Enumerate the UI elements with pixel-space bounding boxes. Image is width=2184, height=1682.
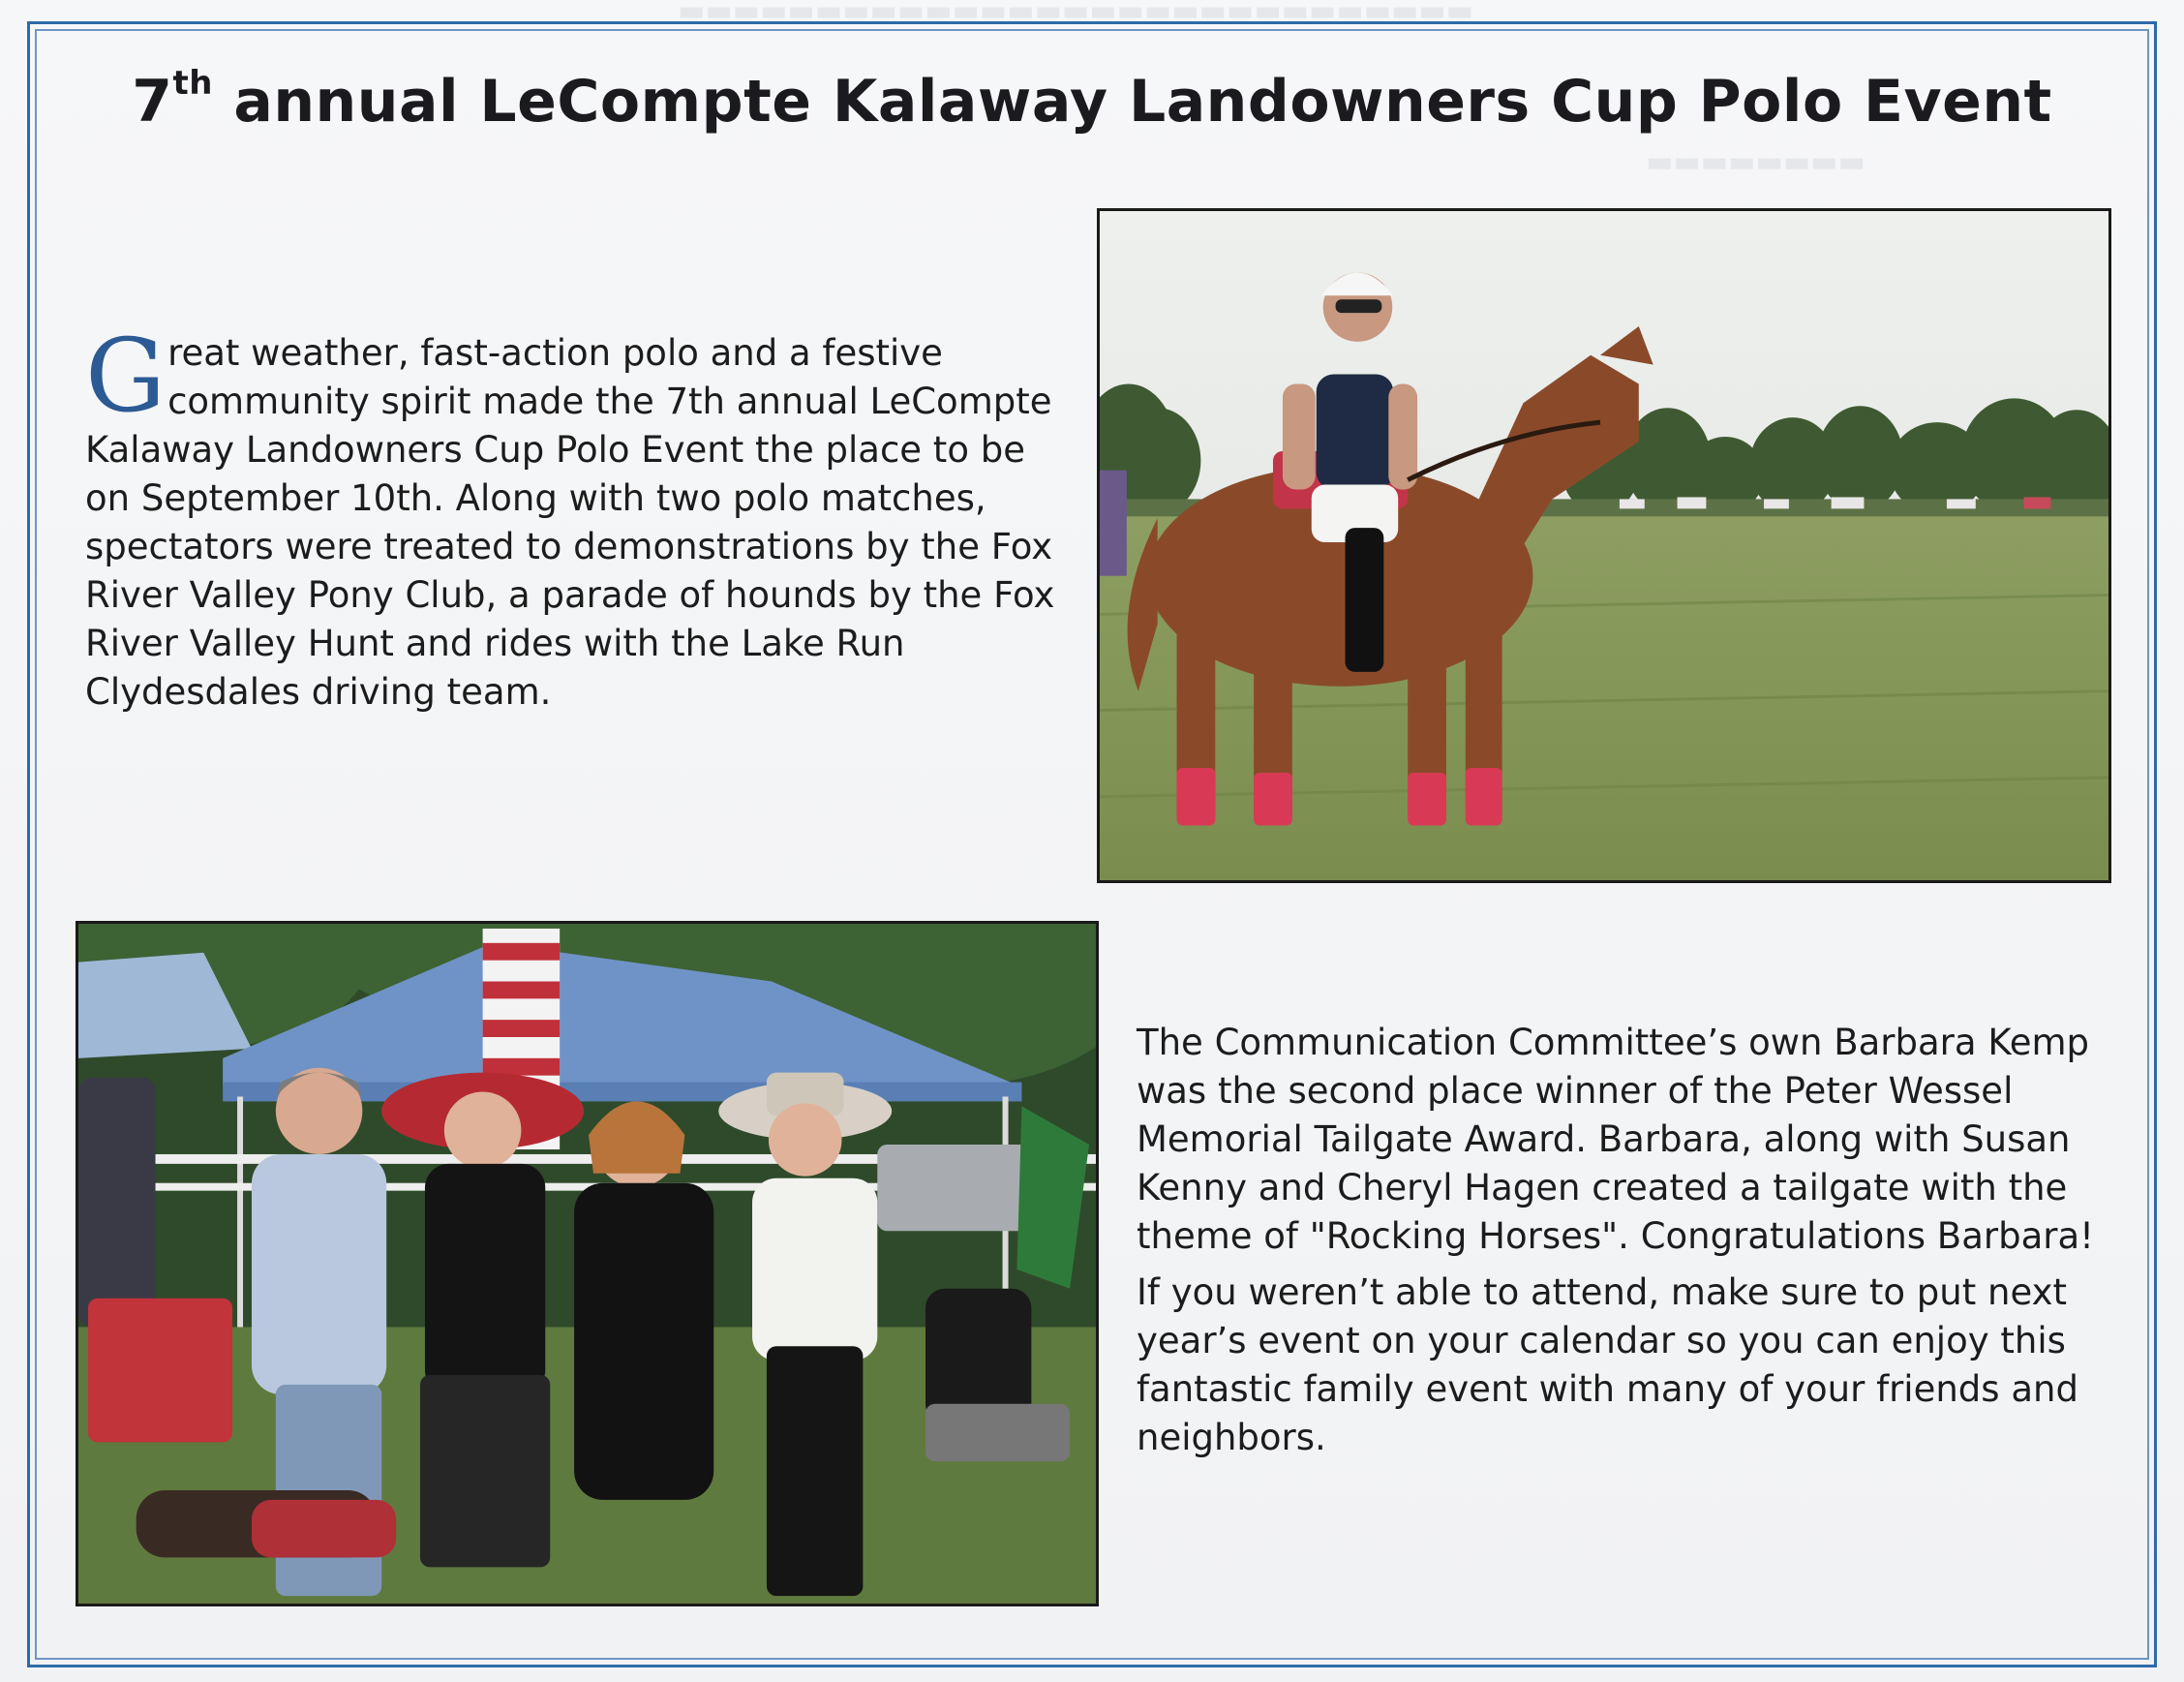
drop-cap: G [85, 317, 167, 435]
tailgate-award-text [1137, 1019, 2134, 1470]
bleed-through-text: ▬▬▬▬▬▬▬▬ [1646, 145, 1866, 179]
award-paragraph: The Communication Committee’s own Barbara Kemp was the second place winner of the Peter Wessel Memorial Tailgate Award. Barbara, along with Susan Kenny and Cheryl Hagen created a tailgate with the theme of "Rocking Horses". Congratulations Barbara! [1137, 1022, 2094, 1257]
polo-rider-image [1100, 211, 2108, 880]
title-text: annual LeCompte Kalaway Landowners Cup Polo Event [212, 68, 2052, 136]
intro-paragraph [85, 317, 1073, 717]
article-title [0, 64, 2184, 136]
tailgate-group-photo [76, 921, 1099, 1606]
closing-paragraph: If you weren’t able to attend, make sure to put next year’s event on your calendar so you can enjoy this fantastic family event with many of your friends and neighbors. [1137, 1271, 2078, 1458]
bleed-through-text: ▬▬▬▬▬▬▬▬▬▬▬▬▬▬▬▬▬▬▬▬▬▬▬▬▬▬▬▬▬ [678, 0, 1473, 28]
intro-text: reat weather, fast-action polo and a festive community spirit made the 7th annual LeCompte Kalaway Landowners Cup Polo Event the place to be on September 10th. Along with two polo matches, spectators were treated to demonstrations by the Fox River Valley Pony Club, a parade of hounds by the Fox River Valley Hunt and rides with the Lake Run Clydesdales driving team. [85, 332, 1055, 713]
tailgate-group-image [78, 924, 1096, 1604]
title-ordinal: th [172, 64, 213, 103]
polo-rider-photo [1097, 208, 2111, 883]
title-number: 7 [132, 68, 173, 136]
